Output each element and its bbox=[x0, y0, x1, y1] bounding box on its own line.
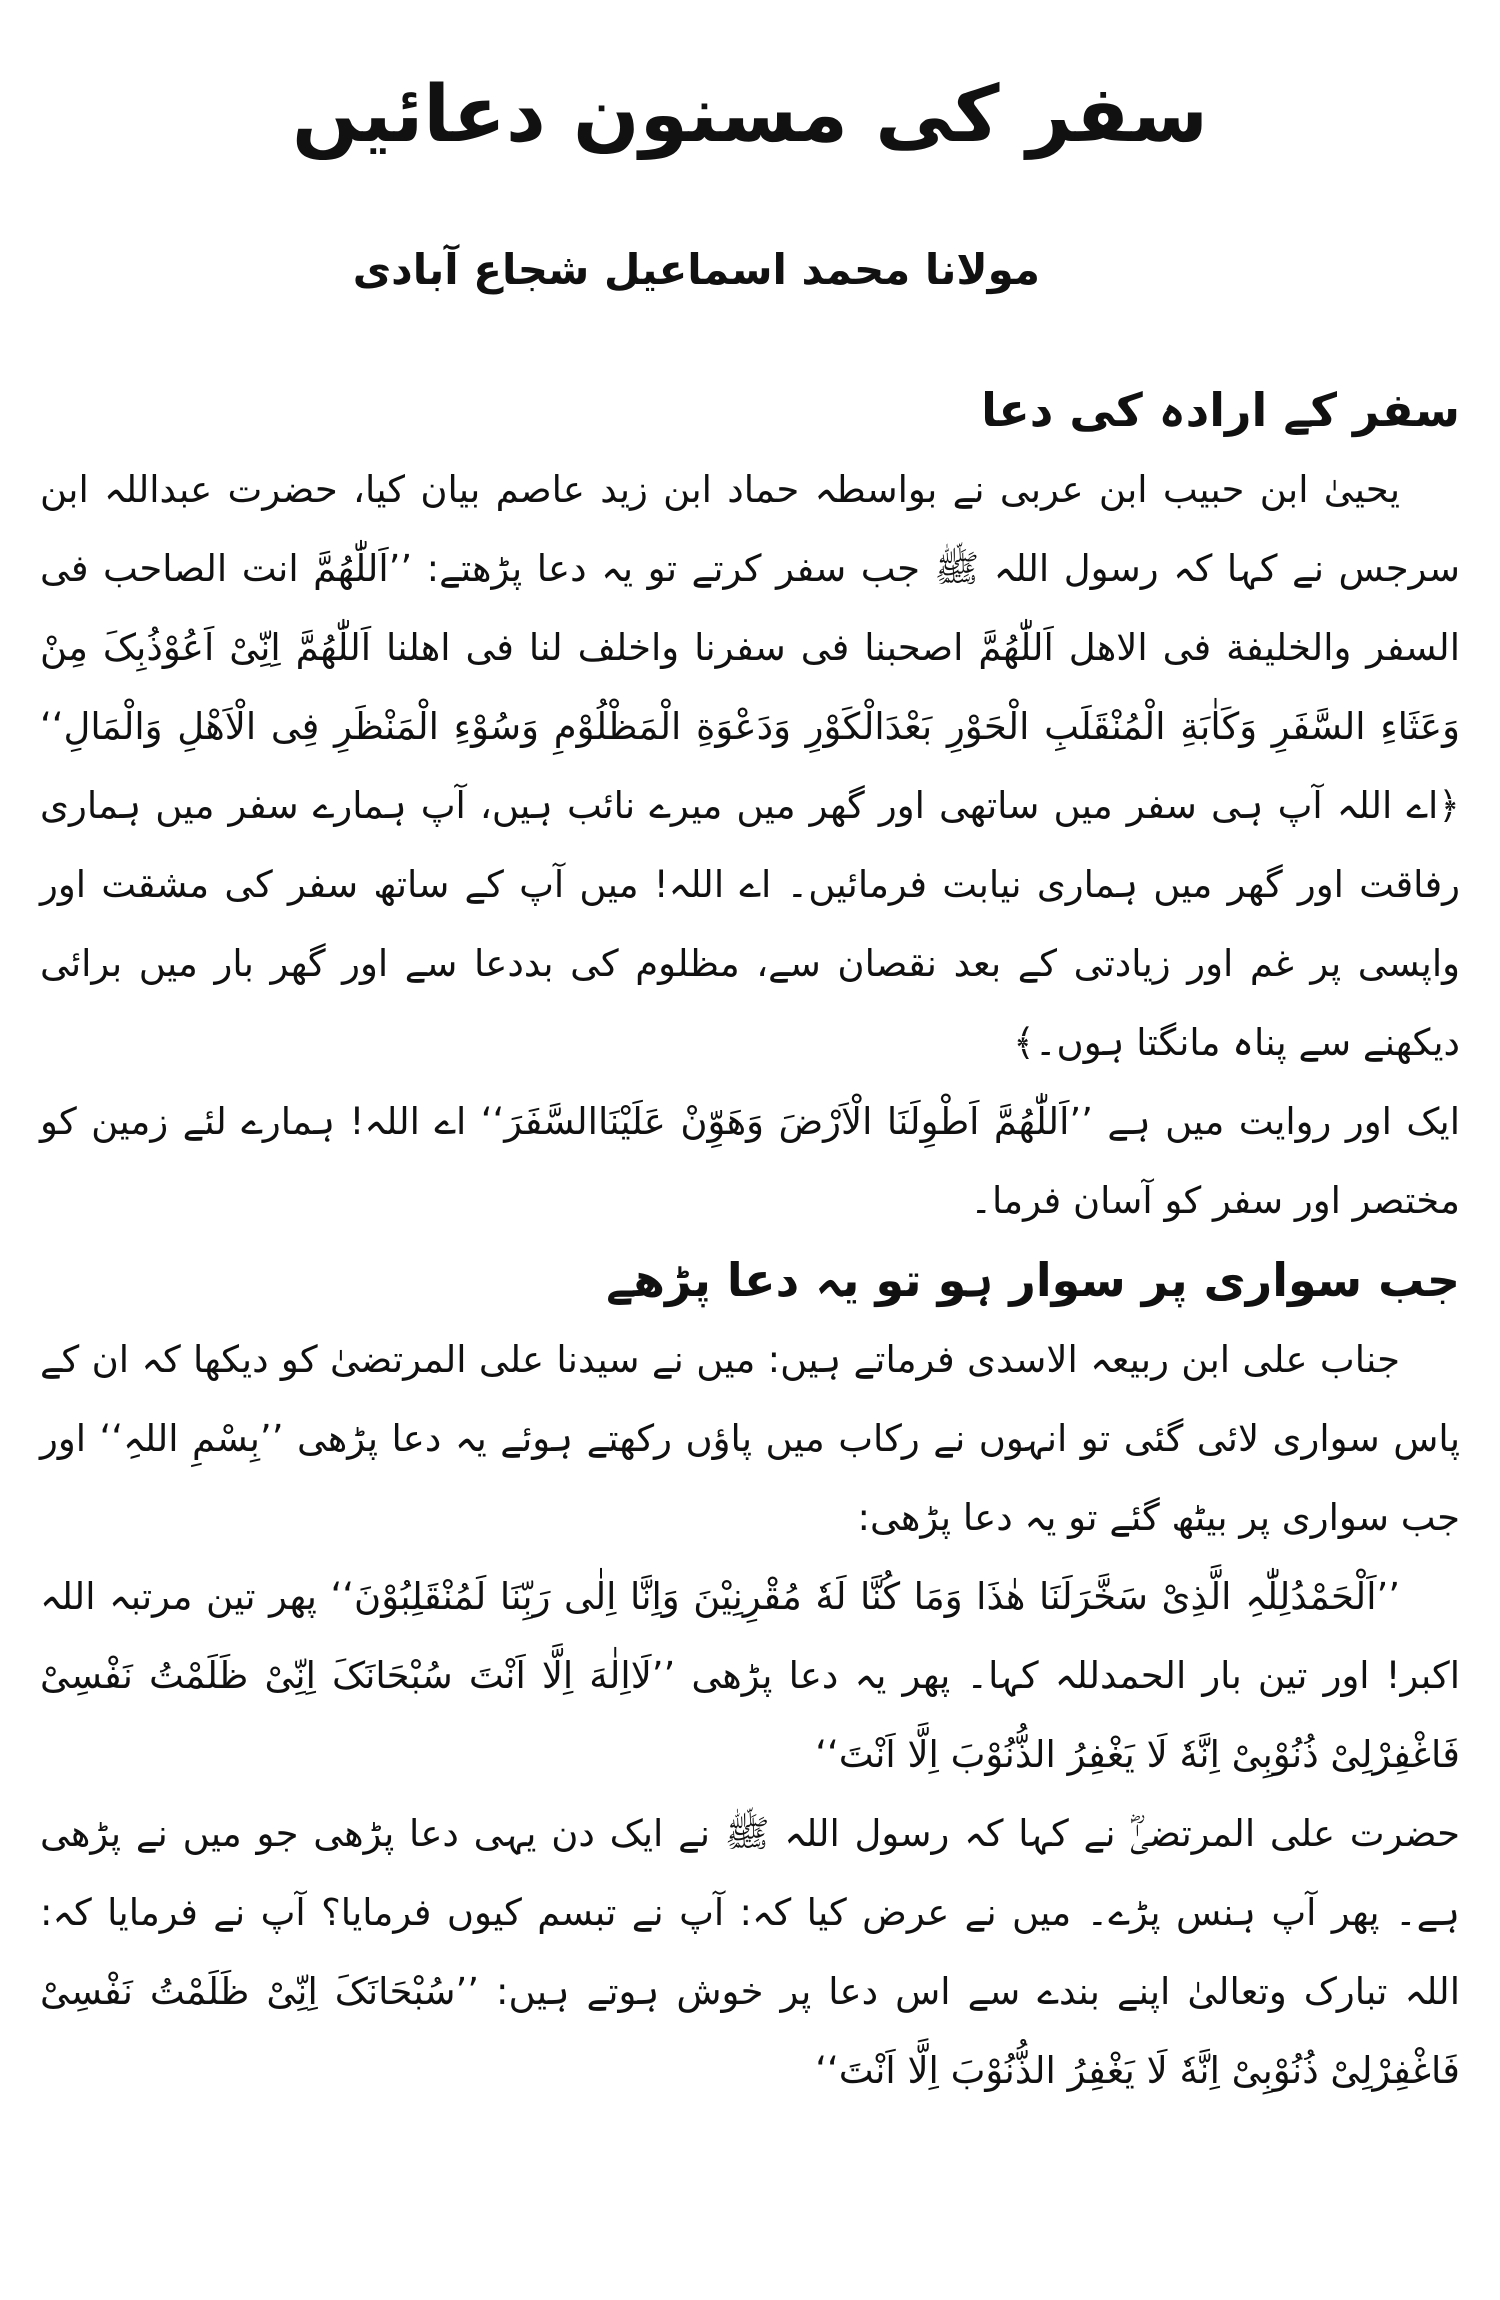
paragraph: یحییٰ ابن حبیب ابن عربی نے بواسطہ حماد ابن زید عاصم بیان کیا، حضرت عبداللہ ابن سرجس نے کہا کہ رسول اللہ ﷺ جب سفر کرتے تو یہ دعا پڑھتے: ’’اَللّٰھُمَّ انت الصاحب فی السفر والخلیفة فی الاھل اَللّٰھُمَّ اصحبنا فی سفرنا واخلف لنا فی اھلنا اَللّٰھُمَّ اِنِّیْ اَعُوْذُبِکَ مِنْ وَعَثَاءِ السَّفَرِ وَکَاٰبَةِ الْمُنْقَلَبِ الْحَوْرِ بَعْدَالْکَوْرِ وَدَعْوَةِ الْمَظْلُوْمِ وَسُوْءِ الْمَنْظَرِ فِی الْاَھْلِ وَالْمَالِ‘‘ ﴿اے اللہ آپ ہی سفر میں ساتھی اور گھر میں میرے نائب ہیں، آپ ہمارے سفر میں ہماری رفاقت اور گھر میں ہماری نیابت فرمائیں۔ اے اللہ! میں آپ کے ساتھ سفر کی مشقت اور واپسی پر غم اور زیادتی کے بعد نقصان سے، مظلوم کی بددعا سے اور گھر بار میں برائی دیکھنے سے پناہ مانگتا ہوں۔﴾ bbox=[40, 468, 1460, 1064]
paragraph: ’’اَلْحَمْدُلِلّٰہِ الَّذِیْ سَخَّرَلَنَا ھٰذَا وَمَا کُنَّا لَهٗ مُقْرِنِیْنَ وَاِنَّا اِلٰی رَبِّنَا لَمُنْقَلِبُوْنَ‘‘ پھر تین مرتبہ اللہ اکبر! اور تین بار الحمدللہ کہا۔ پھر یہ دعا پڑھی ’’لَااِلٰهَ اِلَّا اَنْتَ سُبْحَانَکَ اِنِّیْ ظَلَمْتُ نَفْسِیْ فَاغْفِرْلِیْ ذُنُوْبِیْ اِنَّهٗ لَا یَغْفِرُ الذُّنُوْبَ اِلَّا اَنْتَ‘‘ bbox=[40, 1575, 1460, 1776]
section-heading: جب سواری پر سوار ہو تو یہ دعا پڑھے bbox=[606, 1253, 1460, 1307]
paragraph: ایک اور روایت میں ہے ’’اَللّٰھُمَّ اَطْوِلَنَا الْاَرْضَ وَھَوِّنْ عَلَیْنَاالسَّفَرَ‘‘ اے اللہ! ہمارے لئے زمین کو مختصر اور سفر کو آسان فرما۔ bbox=[40, 1100, 1460, 1222]
document-page bbox=[40, 60, 1460, 2260]
section-heading: سفر کے ارادہ کی دعا bbox=[981, 383, 1460, 437]
page-title: سفر کی مسنون دعائیں bbox=[291, 70, 1208, 160]
author-name: مولانا محمد اسماعیل شجاع آبادی bbox=[352, 245, 1040, 294]
section-travel-intention bbox=[40, 370, 1460, 1240]
paragraph: جناب علی ابن ربیعہ الاسدی فرماتے ہیں: میں نے سیدنا علی المرتضیٰ کو دیکھا کہ ان کے پاس سواری لائی گئی تو انہوں نے رکاب میں پاؤں رکھتے ہوئے یہ دعا پڑھی ’’بِسْمِ اللہِ‘‘ اور جب سواری پر بیٹھ گئے تو یہ دعا پڑھی: bbox=[40, 1338, 1460, 1539]
paragraph: حضرت علی المرتضیٰؓ نے کہا کہ رسول اللہ ﷺ نے ایک دن یہی دعا پڑھی جو میں نے پڑھی ہے۔ پھر آپ ہنس پڑے۔ میں نے عرض کیا کہ: آپ نے تبسم کیوں فرمایا؟ آپ نے فرمایا کہ: اللہ تبارک وتعالیٰ اپنے بندے سے اس دعا پر خوش ہوتے ہیں: ’’سُبْحَانَکَ اِنِّیْ ظَلَمْتُ نَفْسِیْ فَاغْفِرْلِیْ ذُنُوْبِیْ اِنَّهٗ لَا یَغْفِرُ الذُّنُوْبَ اِلَّا اَنْتَ‘‘ bbox=[40, 1812, 1460, 2092]
section-riding-mount bbox=[40, 1240, 1460, 2110]
